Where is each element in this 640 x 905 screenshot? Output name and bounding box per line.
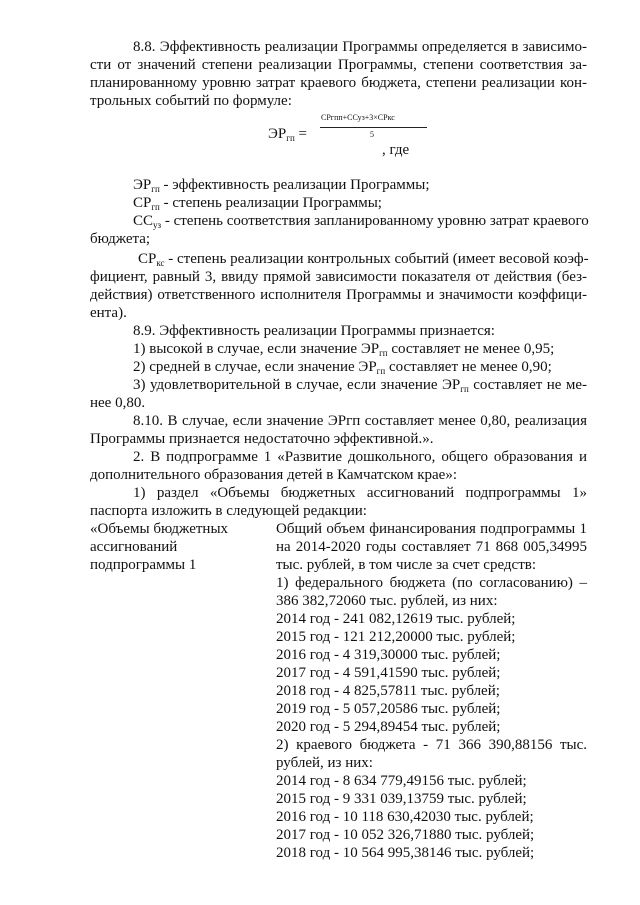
- table-right-line-15: 2014 год - 8 634 779,49156 тыс. рублей;: [276, 773, 527, 789]
- table-right-line-17: 2016 год - 10 118 630,42030 тыс. рублей;: [276, 809, 534, 825]
- definition-srks-line-2: фициент, равный 3, ввиду прямой зависимости показателя от действия (без-: [90, 269, 587, 285]
- paragraph-8-10-line-1: 8.10. В случае, если значение ЭРгп составляет менее 0,80, реализация: [133, 413, 587, 429]
- table-right-line-7: 2015 год - 121 212,20000 тыс. рублей;: [276, 629, 516, 645]
- paragraph-8-8-line-3: планированному уровню затрат краевого бюджета, степени реализации кон-: [90, 75, 587, 91]
- formula-where: , где: [382, 142, 410, 158]
- table-left-line-2: ассигнований: [90, 539, 178, 555]
- table-right-line-18: 2017 год - 10 052 326,71880 тыс. рублей;: [276, 827, 535, 843]
- table-right-line-14: рублей, из них:: [276, 755, 373, 771]
- paragraph-8-10-line-2: Программы признается недостаточно эффективной.».: [90, 431, 434, 447]
- definition-sr: $СР_{гп}$ - степень реализации Программы;: [133, 195, 382, 212]
- paragraph-8-8-line-4: трольных событий по формуле:: [90, 93, 292, 109]
- formula-lhs: $ЭР_{гп}$ =: [268, 126, 307, 143]
- formula-denominator: 5: [370, 130, 374, 139]
- section-1-line-2: паспорта изложить в следующей редакции:: [90, 503, 367, 519]
- criterion-medium: 2) средней в случае, если значение $ЭР_{гп}$ составляет не менее 0,90;: [133, 359, 552, 376]
- table-right-line-10: 2018 год - 4 825,57811 тыс. рублей;: [276, 683, 500, 699]
- table-right-line-8: 2016 год - 4 319,30000 тыс. рублей;: [276, 647, 501, 663]
- definition-srks: $СР_{кс}$ - степень реализации контрольных событий (имеет весовой коэф-: [138, 251, 589, 268]
- table-right-line-16: 2015 год - 9 331 039,13759 тыс. рублей;: [276, 791, 527, 807]
- table-right-line-6: 2014 год - 241 082,12619 тыс. рублей;: [276, 611, 516, 627]
- table-right-line-4: 1) федерального бюджета (по согласованию) –: [276, 575, 587, 591]
- definition-ss: $СС_{уз}$ - степень соответствия запланированному уровню затрат краевого: [133, 213, 589, 230]
- formula-fraction-bar: [320, 127, 427, 128]
- criterion-satisfactory-cont: нее 0,80.: [90, 395, 146, 411]
- table-right-line-1: Общий объем финансирования подпрограммы 1: [276, 521, 587, 537]
- table-right-line-19: 2018 год - 10 564 995,38146 тыс. рублей;: [276, 845, 535, 861]
- paragraph-2-line-1: 2. В подпрограмме 1 «Развитие дошкольного, общего образования и: [133, 449, 587, 465]
- table-left-line-1: «Объемы бюджетных: [90, 521, 229, 537]
- table-right-line-9: 2017 год - 4 591,41590 тыс. рублей;: [276, 665, 501, 681]
- criterion-high: 1) высокой в случае, если значение $ЭР_{гп}$ составляет не менее 0,95;: [133, 341, 555, 358]
- table-left-line-3: подпрограммы 1: [90, 557, 197, 573]
- definition-ss-cont: бюджета;: [90, 231, 151, 247]
- table-right-line-12: 2020 год - 5 294,89454 тыс. рублей;: [276, 719, 501, 735]
- formula-numerator: СРгпп+ССуз+3×СРкс: [321, 113, 395, 122]
- paragraph-2-line-2: дополнительного образования детей в Камчатском крае»:: [90, 467, 458, 483]
- table-right-line-13: 2) краевого бюджета - 71 366 390,88156 тыс.: [276, 737, 587, 753]
- table-right-line-11: 2019 год - 5 057,20586 тыс. рублей;: [276, 701, 501, 717]
- table-right-line-5: 386 382,72060 тыс. рублей, из них:: [276, 593, 498, 609]
- paragraph-8-8-line-1: 8.8. Эффективность реализации Программы определяется в зависимо-: [133, 39, 587, 55]
- efficiency-formula: [268, 112, 448, 160]
- definition-srks-line-4: ента).: [90, 305, 127, 321]
- definition-srks-line-3: действия) ответственного исполнителя Программы и значимости коэффици-: [90, 287, 587, 303]
- definition-er: $ЭР_{гп}$ - эффективность реализации Программы;: [133, 177, 430, 194]
- section-1-line-1: 1) раздел «Объемы бюджетных ассигнований подпрограммы 1»: [133, 485, 587, 501]
- paragraph-8-8-line-2: сти от значений степени реализации Программы, степени соответствия за-: [90, 57, 587, 73]
- table-right-line-2: на 2014-2020 годы составляет 71 868 005,34995: [276, 539, 587, 555]
- criterion-satisfactory: 3) удовлетворительной в случае, если значение $ЭР_{гп}$ составляет не ме-: [133, 377, 587, 394]
- table-right-line-3: тыс. рублей, в том числе за счет средств:: [276, 557, 537, 573]
- paragraph-8-9: 8.9. Эффективность реализации Программы признается:: [133, 323, 495, 339]
